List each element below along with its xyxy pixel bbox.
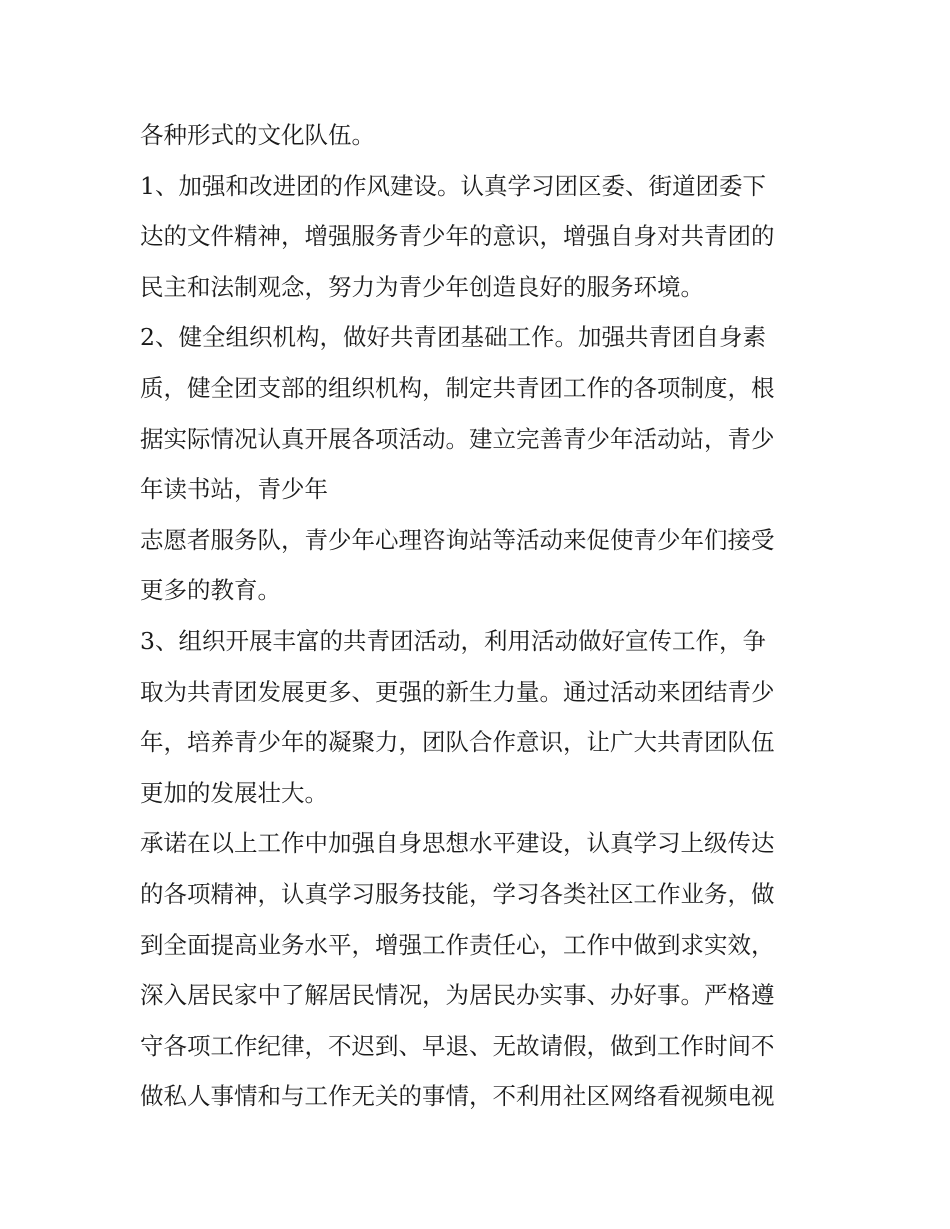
text-line: 年，培养青少年的凝聚力，团队合作意识，让广大共青团队伍: [140, 728, 775, 757]
text-line: 更多的教育。: [140, 576, 281, 605]
text-line: 3、组织开展丰富的共青团活动，利用活动做好宣传工作，争: [140, 626, 766, 655]
text-line: 志愿者服务队，青少年心理咨询站等活动来促使青少年们接受: [140, 525, 775, 554]
text-line: 深入居民家中了解居民情况，为居民办实事、办好事。严格遵: [140, 981, 775, 1010]
text-line: 质，健全团支部的组织机构，制定共青团工作的各项制度，根: [140, 373, 775, 402]
document-body: [140, 110, 820, 1122]
text-line: 更加的发展壮大。: [140, 778, 328, 807]
text-line: 2、健全组织机构，做好共青团基础工作。加强共青团自身素: [140, 323, 766, 352]
text-line: 承诺在以上工作中加强自身思想水平建设，认真学习上级传达: [140, 829, 775, 858]
text-line: 守各项工作纪律，不迟到、早退、无故请假，做到工作时间不: [140, 1031, 775, 1060]
text-line: 取为共青团发展更多、更强的新生力量。通过活动来团结青少: [140, 677, 775, 706]
text-line: 到全面提高业务水平，增强工作责任心，工作中做到求实效，: [140, 930, 775, 959]
text-line: 各种形式的文化队伍。: [140, 121, 375, 149]
text-line: 的各项精神，认真学习服务技能，学习各类社区工作业务，做: [140, 879, 775, 908]
text-line: 达的文件精神，增强服务青少年的意识，增强自身对共青团的: [140, 222, 775, 251]
text-line: 据实际情况认真开展各项活动。建立完善青少年活动站，青少: [140, 424, 775, 453]
text-line: 民主和法制观念，努力为青少年创造良好的服务环境。: [140, 272, 704, 301]
text-line: 年读书站，青少年: [140, 475, 328, 504]
text-line: 1、加强和改进团的作风建设。认真学习团区委、街道团委下: [140, 171, 766, 200]
text-line: 做私人事情和与工作无关的事情，不利用社区网络看视频电视: [140, 1082, 775, 1111]
